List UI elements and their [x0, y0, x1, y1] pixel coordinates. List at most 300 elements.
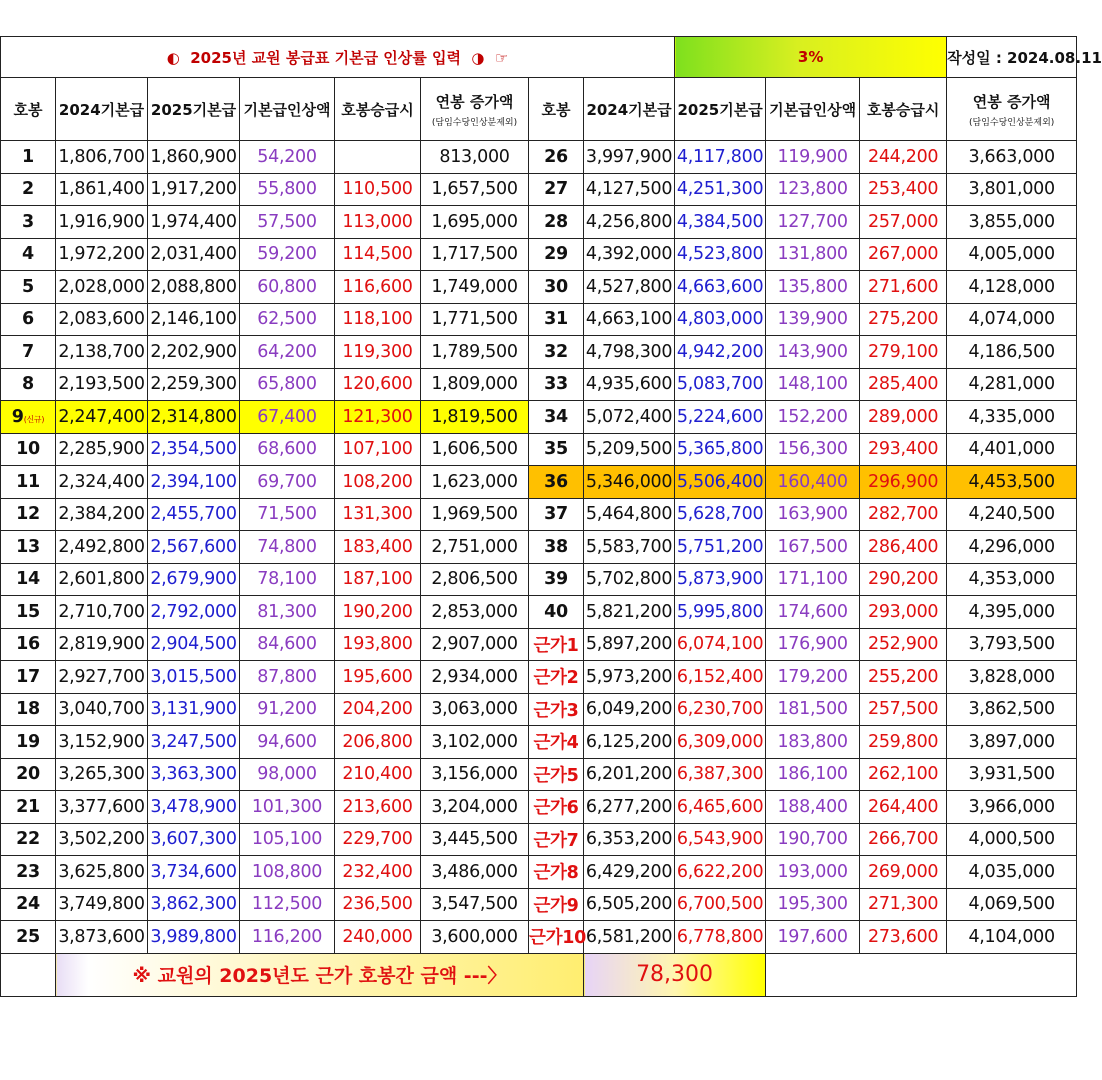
increase-cell: 65,800	[240, 368, 335, 401]
step-cell	[1, 498, 56, 531]
promotion-cell: 121,300	[335, 401, 421, 434]
base2024-cell: 2,247,400	[56, 401, 148, 434]
base2024-cell-r: 4,527,800	[584, 271, 675, 304]
base2024-cell: 2,710,700	[56, 596, 148, 629]
increase-cell: 81,300	[240, 596, 335, 629]
step-value: 17	[16, 666, 40, 687]
base2024-cell: 1,972,200	[56, 238, 148, 271]
step-value: 8	[22, 374, 34, 395]
annual-cell: 3,156,000	[421, 758, 529, 791]
base2024-cell: 2,384,200	[56, 498, 148, 531]
promotion-cell-r: 282,700	[860, 498, 947, 531]
promotion-cell: 118,100	[335, 303, 421, 336]
step-cell	[1, 303, 56, 336]
step-value: 18	[16, 699, 40, 720]
increase-cell-r: 186,100	[766, 758, 860, 791]
base2025-cell-r: 4,803,000	[675, 303, 766, 336]
rate-input-cell[interactable]: 3%	[675, 37, 947, 78]
col-increase-r: 기본급인상액	[766, 78, 860, 141]
table-row	[1, 661, 1077, 694]
base2025-cell-r: 4,251,300	[675, 173, 766, 206]
footer-blank-right	[766, 953, 1077, 996]
increase-cell: 108,800	[240, 856, 335, 889]
increase-cell-r: 171,100	[766, 563, 860, 596]
step-cell	[1, 141, 56, 174]
promotion-cell: 114,500	[335, 238, 421, 271]
step-cell	[1, 563, 56, 596]
table-row	[1, 368, 1077, 401]
step-cell-r: 37	[529, 498, 584, 531]
promotion-cell-r: 271,600	[860, 271, 947, 304]
annual-cell: 1,789,500	[421, 336, 529, 369]
promotion-cell-r: 293,400	[860, 433, 947, 466]
base2025-cell: 2,314,800	[148, 401, 240, 434]
base2025-cell-r: 5,628,700	[675, 498, 766, 531]
annual-cell-r: 4,395,000	[947, 596, 1077, 629]
col-annual-r	[947, 78, 1077, 141]
step-cell	[1, 433, 56, 466]
step-value: 2	[22, 179, 34, 200]
step-cell	[1, 921, 56, 954]
annual-cell: 1,606,500	[421, 433, 529, 466]
col-promotion-r: 호봉승급시	[860, 78, 947, 141]
increase-cell: 69,700	[240, 466, 335, 499]
annual-cell-r: 3,862,500	[947, 693, 1077, 726]
base2025-cell: 3,015,500	[148, 661, 240, 694]
increase-cell-r: 190,700	[766, 823, 860, 856]
base2024-cell-r: 5,821,200	[584, 596, 675, 629]
step-value: 4	[22, 244, 34, 265]
promotion-cell-r: 271,300	[860, 888, 947, 921]
step-cell-r: 36	[529, 466, 584, 499]
step-cell	[1, 628, 56, 661]
base2024-cell-r: 5,897,200	[584, 628, 675, 661]
step-cell	[1, 791, 56, 824]
base2025-cell-r: 5,751,200	[675, 531, 766, 564]
table-row	[1, 693, 1077, 726]
step-cell	[1, 823, 56, 856]
base2025-cell: 2,792,000	[148, 596, 240, 629]
increase-cell-r: 179,200	[766, 661, 860, 694]
promotion-cell-r: 279,100	[860, 336, 947, 369]
promotion-cell: 213,600	[335, 791, 421, 824]
base2025-cell-r: 6,543,900	[675, 823, 766, 856]
base2025-cell: 2,259,300	[148, 368, 240, 401]
base2024-cell: 1,806,700	[56, 141, 148, 174]
increase-cell-r: 127,700	[766, 206, 860, 239]
base2024-cell: 2,324,400	[56, 466, 148, 499]
increase-cell: 64,200	[240, 336, 335, 369]
step-cell	[1, 856, 56, 889]
base2025-cell: 2,088,800	[148, 271, 240, 304]
step-cell-r: 근가2	[529, 661, 584, 694]
col-annual-label-r: 연봉 증가액	[972, 92, 1051, 111]
base2024-cell-r: 5,209,500	[584, 433, 675, 466]
step-cell-r: 39	[529, 563, 584, 596]
promotion-cell: 232,400	[335, 856, 421, 889]
step-value: 10	[16, 439, 40, 460]
base2025-cell-r: 6,309,000	[675, 726, 766, 759]
annual-cell-r: 4,296,000	[947, 531, 1077, 564]
annual-cell-r: 4,186,500	[947, 336, 1077, 369]
promotion-cell-r: 266,700	[860, 823, 947, 856]
step-cell-r: 34	[529, 401, 584, 434]
promotion-cell-r: 255,200	[860, 661, 947, 694]
base2025-cell: 3,607,300	[148, 823, 240, 856]
step-cell-r: 근가3	[529, 693, 584, 726]
step-cell-r: 30	[529, 271, 584, 304]
col-annual-note: (담임수당인상분제외)	[431, 117, 518, 128]
step-cell-r: 31	[529, 303, 584, 336]
base2024-cell-r: 4,663,100	[584, 303, 675, 336]
increase-cell-r: 181,500	[766, 693, 860, 726]
increase-cell: 67,400	[240, 401, 335, 434]
step-value: 11	[16, 471, 40, 492]
increase-cell-r: 193,000	[766, 856, 860, 889]
increase-cell-r: 119,900	[766, 141, 860, 174]
annual-cell-r: 4,074,000	[947, 303, 1077, 336]
increase-cell-r: 123,800	[766, 173, 860, 206]
annual-cell: 3,204,000	[421, 791, 529, 824]
promotion-cell-r: 275,200	[860, 303, 947, 336]
promotion-cell-r: 253,400	[860, 173, 947, 206]
promotion-cell: 236,500	[335, 888, 421, 921]
footer-note: ※ 교원의 2025년도 근가 호봉간 금액 ---〉	[56, 953, 584, 996]
footer-blank-left	[1, 953, 56, 996]
base2025-cell-r: 4,663,600	[675, 271, 766, 304]
annual-cell-r: 4,353,000	[947, 563, 1077, 596]
promotion-cell-r: 290,200	[860, 563, 947, 596]
base2025-cell-r: 6,230,700	[675, 693, 766, 726]
base2025-cell: 1,974,400	[148, 206, 240, 239]
promotion-cell-r: 244,200	[860, 141, 947, 174]
annual-cell: 813,000	[421, 141, 529, 174]
step-cell-r: 29	[529, 238, 584, 271]
table-row	[1, 823, 1077, 856]
annual-cell-r: 3,828,000	[947, 661, 1077, 694]
base2025-cell-r: 4,523,800	[675, 238, 766, 271]
promotion-cell-r: 285,400	[860, 368, 947, 401]
promotion-cell-r: 269,000	[860, 856, 947, 889]
annual-cell-r: 4,104,000	[947, 921, 1077, 954]
table-row	[1, 758, 1077, 791]
base2024-cell: 2,492,800	[56, 531, 148, 564]
salary-table	[0, 36, 1102, 997]
promotion-cell: 206,800	[335, 726, 421, 759]
increase-cell: 112,500	[240, 888, 335, 921]
step-cell	[1, 466, 56, 499]
annual-cell-r: 3,855,000	[947, 206, 1077, 239]
footer-row	[1, 953, 1077, 996]
col-base2024-r: 2024기본급	[584, 78, 675, 141]
data-body	[1, 141, 1077, 954]
table-row	[1, 498, 1077, 531]
base2025-cell-r: 5,995,800	[675, 596, 766, 629]
increase-cell: 62,500	[240, 303, 335, 336]
annual-cell: 2,934,000	[421, 661, 529, 694]
base2024-cell-r: 6,201,200	[584, 758, 675, 791]
annual-cell: 1,717,500	[421, 238, 529, 271]
base2024-cell: 2,083,600	[56, 303, 148, 336]
step-cell-r: 33	[529, 368, 584, 401]
increase-cell: 68,600	[240, 433, 335, 466]
promotion-cell: 229,700	[335, 823, 421, 856]
annual-cell: 1,809,000	[421, 368, 529, 401]
step-value: 23	[16, 861, 40, 882]
base2025-cell: 3,363,300	[148, 758, 240, 791]
step-value: 20	[16, 764, 40, 785]
annual-cell: 1,623,000	[421, 466, 529, 499]
base2025-cell: 1,860,900	[148, 141, 240, 174]
increase-cell-r: 197,600	[766, 921, 860, 954]
step-cell-r: 38	[529, 531, 584, 564]
base2024-cell: 3,152,900	[56, 726, 148, 759]
promotion-cell-r: 289,000	[860, 401, 947, 434]
annual-cell: 2,853,000	[421, 596, 529, 629]
annual-cell: 3,547,500	[421, 888, 529, 921]
increase-cell-r: 148,100	[766, 368, 860, 401]
step-cell	[1, 888, 56, 921]
date-label: 작성일 : 2024.08.11	[947, 37, 1077, 78]
step-value: 13	[16, 536, 40, 557]
step-cell	[1, 238, 56, 271]
base2024-cell-r: 4,935,600	[584, 368, 675, 401]
step-cell-r: 근가10	[529, 921, 584, 954]
increase-cell-r: 139,900	[766, 303, 860, 336]
table-row	[1, 271, 1077, 304]
step-value: 25	[16, 926, 40, 947]
base2025-cell-r: 5,365,800	[675, 433, 766, 466]
increase-cell: 87,800	[240, 661, 335, 694]
promotion-cell-r: 259,800	[860, 726, 947, 759]
step-value: 9	[11, 406, 24, 427]
base2025-cell-r: 4,117,800	[675, 141, 766, 174]
base2024-cell-r: 6,353,200	[584, 823, 675, 856]
base2025-cell: 2,567,600	[148, 531, 240, 564]
base2025-cell: 3,734,600	[148, 856, 240, 889]
annual-cell: 1,969,500	[421, 498, 529, 531]
step-value: 7	[22, 341, 34, 362]
step-cell-r: 26	[529, 141, 584, 174]
increase-cell: 91,200	[240, 693, 335, 726]
col-base2024: 2024기본급	[56, 78, 148, 141]
col-step-r: 호봉	[529, 78, 584, 141]
increase-cell: 55,800	[240, 173, 335, 206]
increase-cell-r: 183,800	[766, 726, 860, 759]
step-value: 21	[16, 796, 40, 817]
table-row	[1, 206, 1077, 239]
step-cell-r: 근가8	[529, 856, 584, 889]
base2025-cell-r: 6,152,400	[675, 661, 766, 694]
increase-cell: 71,500	[240, 498, 335, 531]
promotion-cell-r: 273,600	[860, 921, 947, 954]
base2024-cell-r: 6,581,200	[584, 921, 675, 954]
base2025-cell-r: 6,387,300	[675, 758, 766, 791]
new-hire-tag: (신규)	[23, 414, 45, 424]
increase-cell: 54,200	[240, 141, 335, 174]
step-cell	[1, 368, 56, 401]
promotion-cell: 195,600	[335, 661, 421, 694]
annual-cell-r: 4,335,000	[947, 401, 1077, 434]
base2024-cell-r: 6,049,200	[584, 693, 675, 726]
step-value: 22	[16, 829, 40, 850]
step-value: 15	[16, 601, 40, 622]
base2024-cell-r: 4,127,500	[584, 173, 675, 206]
step-cell-r: 32	[529, 336, 584, 369]
increase-cell: 84,600	[240, 628, 335, 661]
promotion-cell	[335, 141, 421, 174]
promotion-cell-r: 267,000	[860, 238, 947, 271]
step-cell-r: 40	[529, 596, 584, 629]
base2025-cell: 2,354,500	[148, 433, 240, 466]
base2025-cell-r: 6,622,200	[675, 856, 766, 889]
annual-cell: 3,102,000	[421, 726, 529, 759]
base2025-cell: 3,862,300	[148, 888, 240, 921]
base2024-cell-r: 5,973,200	[584, 661, 675, 694]
base2025-cell: 3,247,500	[148, 726, 240, 759]
annual-cell-r: 4,035,000	[947, 856, 1077, 889]
base2024-cell: 3,502,200	[56, 823, 148, 856]
annual-cell: 1,819,500	[421, 401, 529, 434]
table-row	[1, 336, 1077, 369]
promotion-cell: 107,100	[335, 433, 421, 466]
base2024-cell: 2,819,900	[56, 628, 148, 661]
base2024-cell: 2,285,900	[56, 433, 148, 466]
increase-cell-r: 143,900	[766, 336, 860, 369]
base2024-cell: 3,625,800	[56, 856, 148, 889]
step-value: 16	[16, 634, 40, 655]
increase-cell: 98,000	[240, 758, 335, 791]
increase-cell-r: 160,400	[766, 466, 860, 499]
annual-cell: 3,600,000	[421, 921, 529, 954]
base2025-cell: 2,146,100	[148, 303, 240, 336]
step-cell	[1, 726, 56, 759]
promotion-cell: 187,100	[335, 563, 421, 596]
increase-cell-r: 195,300	[766, 888, 860, 921]
base2024-cell: 3,040,700	[56, 693, 148, 726]
step-cell-r: 근가7	[529, 823, 584, 856]
annual-cell-r: 3,793,500	[947, 628, 1077, 661]
base2025-cell: 2,031,400	[148, 238, 240, 271]
step-cell-r: 근가5	[529, 758, 584, 791]
increase-cell: 74,800	[240, 531, 335, 564]
annual-cell: 2,907,000	[421, 628, 529, 661]
increase-cell: 59,200	[240, 238, 335, 271]
annual-cell-r: 4,005,000	[947, 238, 1077, 271]
increase-cell: 60,800	[240, 271, 335, 304]
col-base2025-r: 2025기본급	[675, 78, 766, 141]
col-promotion: 호봉승급시	[335, 78, 421, 141]
table-row	[1, 531, 1077, 564]
base2024-cell: 2,927,700	[56, 661, 148, 694]
step-cell	[1, 758, 56, 791]
increase-cell-r: 167,500	[766, 531, 860, 564]
base2024-cell-r: 6,505,200	[584, 888, 675, 921]
base2025-cell: 2,904,500	[148, 628, 240, 661]
promotion-cell: 113,000	[335, 206, 421, 239]
annual-cell-r: 3,931,500	[947, 758, 1077, 791]
col-base2025: 2025기본급	[148, 78, 240, 141]
col-annual-label: 연봉 증가액	[435, 92, 514, 111]
increase-cell: 57,500	[240, 206, 335, 239]
promotion-cell-r: 264,400	[860, 791, 947, 824]
step-value: 5	[22, 276, 34, 297]
promotion-cell: 119,300	[335, 336, 421, 369]
annual-cell: 1,749,000	[421, 271, 529, 304]
step-cell	[1, 271, 56, 304]
increase-cell: 78,100	[240, 563, 335, 596]
base2025-cell-r: 5,083,700	[675, 368, 766, 401]
annual-cell-r: 3,663,000	[947, 141, 1077, 174]
annual-cell-r: 3,966,000	[947, 791, 1077, 824]
base2025-cell-r: 5,224,600	[675, 401, 766, 434]
promotion-cell-r: 252,900	[860, 628, 947, 661]
increase-cell: 116,200	[240, 921, 335, 954]
annual-cell-r: 4,240,500	[947, 498, 1077, 531]
base2025-cell: 3,989,800	[148, 921, 240, 954]
table-row	[1, 141, 1077, 174]
annual-cell: 2,751,000	[421, 531, 529, 564]
increase-cell-r: 135,800	[766, 271, 860, 304]
annual-cell-r: 4,401,000	[947, 433, 1077, 466]
base2024-cell-r: 5,464,800	[584, 498, 675, 531]
increase-cell-r: 152,200	[766, 401, 860, 434]
increase-cell: 101,300	[240, 791, 335, 824]
table-row	[1, 921, 1077, 954]
promotion-cell: 193,800	[335, 628, 421, 661]
table-row	[1, 303, 1077, 336]
promotion-cell: 210,400	[335, 758, 421, 791]
header-row	[1, 78, 1077, 141]
step-cell	[1, 173, 56, 206]
base2024-cell-r: 5,583,700	[584, 531, 675, 564]
title-left-mark: ◐	[166, 48, 180, 67]
annual-cell: 2,806,500	[421, 563, 529, 596]
promotion-cell: 183,400	[335, 531, 421, 564]
table-row	[1, 563, 1077, 596]
annual-cell: 3,445,500	[421, 823, 529, 856]
step-cell-r: 35	[529, 433, 584, 466]
annual-cell: 1,657,500	[421, 173, 529, 206]
base2024-cell-r: 5,072,400	[584, 401, 675, 434]
base2024-cell: 3,873,600	[56, 921, 148, 954]
base2025-cell-r: 6,465,600	[675, 791, 766, 824]
annual-cell: 3,486,000	[421, 856, 529, 889]
base2024-cell-r: 4,798,300	[584, 336, 675, 369]
annual-cell: 1,771,500	[421, 303, 529, 336]
annual-cell: 1,695,000	[421, 206, 529, 239]
promotion-cell: 240,000	[335, 921, 421, 954]
base2025-cell-r: 6,778,800	[675, 921, 766, 954]
step-cell	[1, 206, 56, 239]
annual-cell-r: 3,897,000	[947, 726, 1077, 759]
base2024-cell: 1,861,400	[56, 173, 148, 206]
annual-cell-r: 4,128,000	[947, 271, 1077, 304]
base2024-cell: 3,377,600	[56, 791, 148, 824]
annual-cell-r: 3,801,000	[947, 173, 1077, 206]
base2024-cell-r: 4,256,800	[584, 206, 675, 239]
promotion-cell-r: 257,000	[860, 206, 947, 239]
step-value: 19	[16, 731, 40, 752]
base2025-cell: 2,679,900	[148, 563, 240, 596]
base2025-cell: 2,455,700	[148, 498, 240, 531]
increase-cell-r: 174,600	[766, 596, 860, 629]
increase-cell-r: 163,900	[766, 498, 860, 531]
base2024-cell: 1,916,900	[56, 206, 148, 239]
step-cell	[1, 531, 56, 564]
table-row	[1, 238, 1077, 271]
base2024-cell-r: 6,125,200	[584, 726, 675, 759]
